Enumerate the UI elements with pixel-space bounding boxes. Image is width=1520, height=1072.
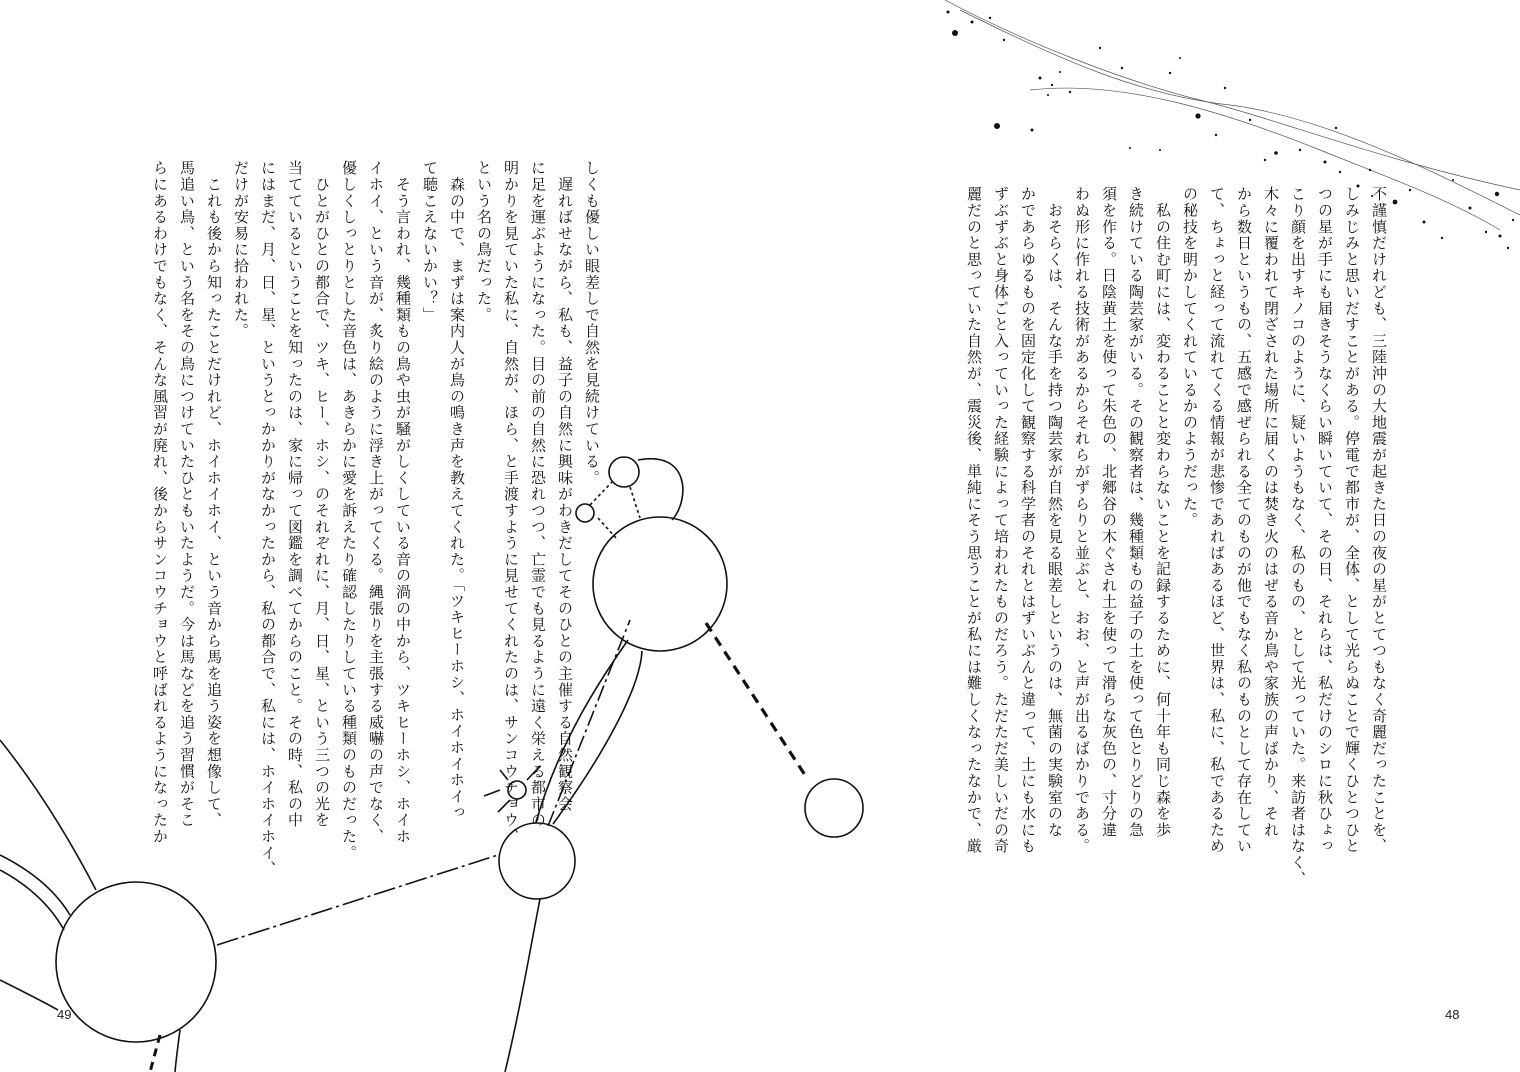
text-line: 当てているということを知ったのは、家に帰って図鑑を調べてからのこと。その時、私の中: [286, 160, 304, 829]
page-number-48: 48: [1445, 1007, 1460, 1022]
text-line: ひとがひとの都合で、ツキ、ヒー、ホシ、のそれぞれに、月、日、星、という三つの光を: [313, 160, 331, 829]
page-48-body-text: [922, 186, 1392, 887]
text-line: 木々に覆われて閉ざされた場所に届くのは焚き火のはぜる音か鳥や家族の声ばかり、それ: [1262, 186, 1280, 838]
text-line: に足を運ぶようになった。目の前の自然に恐れつつ、亡霊でも見るように遠く栄える都市の: [529, 160, 547, 829]
text-line: 遅ればせながら、私も、益子の自然に興味がわきだしてそのひとの主催する自然観察会: [556, 160, 574, 812]
page-number-49: 49: [57, 1007, 72, 1022]
text-line: つの星が手にも届きそうなくらい瞬いていて、その日、それらは、私だけのシロに秋ひょっ: [1316, 186, 1334, 855]
text-line: の秘技を明かしてくれているかのようだった。: [1181, 186, 1199, 529]
text-line: て聴こえないかい？」: [421, 160, 439, 323]
text-line: おそらくは、そんな手を持つ陶芸家が自然を見る眼差しというのは、無菌の実験室のな: [1046, 186, 1064, 838]
text-line: 須を作る。日陰黄土を使って朱色の、北郷谷の木ぐされ土を使って滑らな灰色の、寸分違: [1100, 186, 1118, 838]
text-line: わぬ形に作れる技術があるからそれらがずらりと並ぶと、おお、と声が出るばかりである。: [1073, 186, 1091, 855]
text-line: という名の鳥だった。: [475, 160, 493, 323]
text-line: 麗だのと思っていた自然が、震災後、単純にそう思うことが私には難しくなったなかで、厳: [965, 186, 983, 855]
text-line: らにあるわけでもなく、そんな風習が廃れ、後からサンコウチョウと呼ばれるようになったか: [151, 160, 169, 845]
text-line: イホイ、という音が、炙り絵のように浮き上がってくる。縄張りを主張する威嚇の声でなく、: [367, 160, 385, 845]
text-line: こり顔を出すキノコのように、疑いようもなく、私のもの、として光っていた。来訪者はなく、: [1289, 186, 1307, 887]
text-line: き続けている陶芸家がいる。その観察者は、幾種類もの益子の土を使って色とりどりの急: [1127, 186, 1145, 838]
text-line: 馬追い鳥、という名をその鳥につけていたひともいたようだ。今は馬などを追う習慣がそこ: [178, 160, 196, 829]
text-line: から数日というもの、五感で感ぜられる全てのものが他でもなく私のものとして存在してい: [1235, 186, 1253, 855]
text-line: 私の住む町には、変わることと変わらないことを記録するために、何十年も同じ森を歩: [1154, 186, 1172, 838]
text-line: 優しくしっとりとした音色は、あきらかに愛を訴えたり確認したりしている種類のものだった。: [340, 160, 358, 861]
text-line: にはまだ、月、日、星、というとっかかりがなかったから、私の都合で、私には、ホイホイホイ、: [259, 160, 277, 878]
text-line: そう言われ、幾種類もの鳥や虫が騒がしくしている音の渦の中から、ツキヒーホシ、ホイホ: [394, 160, 412, 845]
text-line: しみじみと思いだすことがある。停電で都市が、全体、として光らぬことで輝くひとつひと: [1343, 186, 1361, 855]
text-line: しくも優しい眼差しで自然を見続けている。: [583, 160, 601, 486]
text-line: 不謹慎だけれども、三陸沖の大地震が起きた日の夜の星がとてつもなく奇麗だったことを、: [1370, 186, 1388, 855]
text-line: て、ちょっと経って流れてくる情報が悲惨であればあるほど、世界は、私に、私であるため: [1208, 186, 1226, 855]
page-48: [760, 0, 1520, 1072]
text-line: これも後から知ったことだけれど、ホイホイホイ、という音から馬を追う姿を想像して、: [205, 160, 223, 829]
text-line: だけが安易に拾われた。: [232, 160, 250, 340]
text-line: 明かりを見ていた私に、自然が、ほら、と手渡すように見せてくれたのは、サンコウチョウ、: [502, 160, 520, 845]
text-line: ずぶずぶと身体ごと入っていった経験によって培われたものだろう。ただただ美しいだの奇: [992, 186, 1010, 855]
page-49-body-text: [135, 160, 605, 878]
text-line: かであらゆるものを固定化して観察する科学者のそれとはずいぶんと違って、土にも水にも: [1019, 186, 1037, 855]
text-line: 森の中で、まずは案内人が鳥の鳴き声を教えてくれた。「ツキヒーホシ、ホイホイホイっ: [448, 160, 466, 821]
